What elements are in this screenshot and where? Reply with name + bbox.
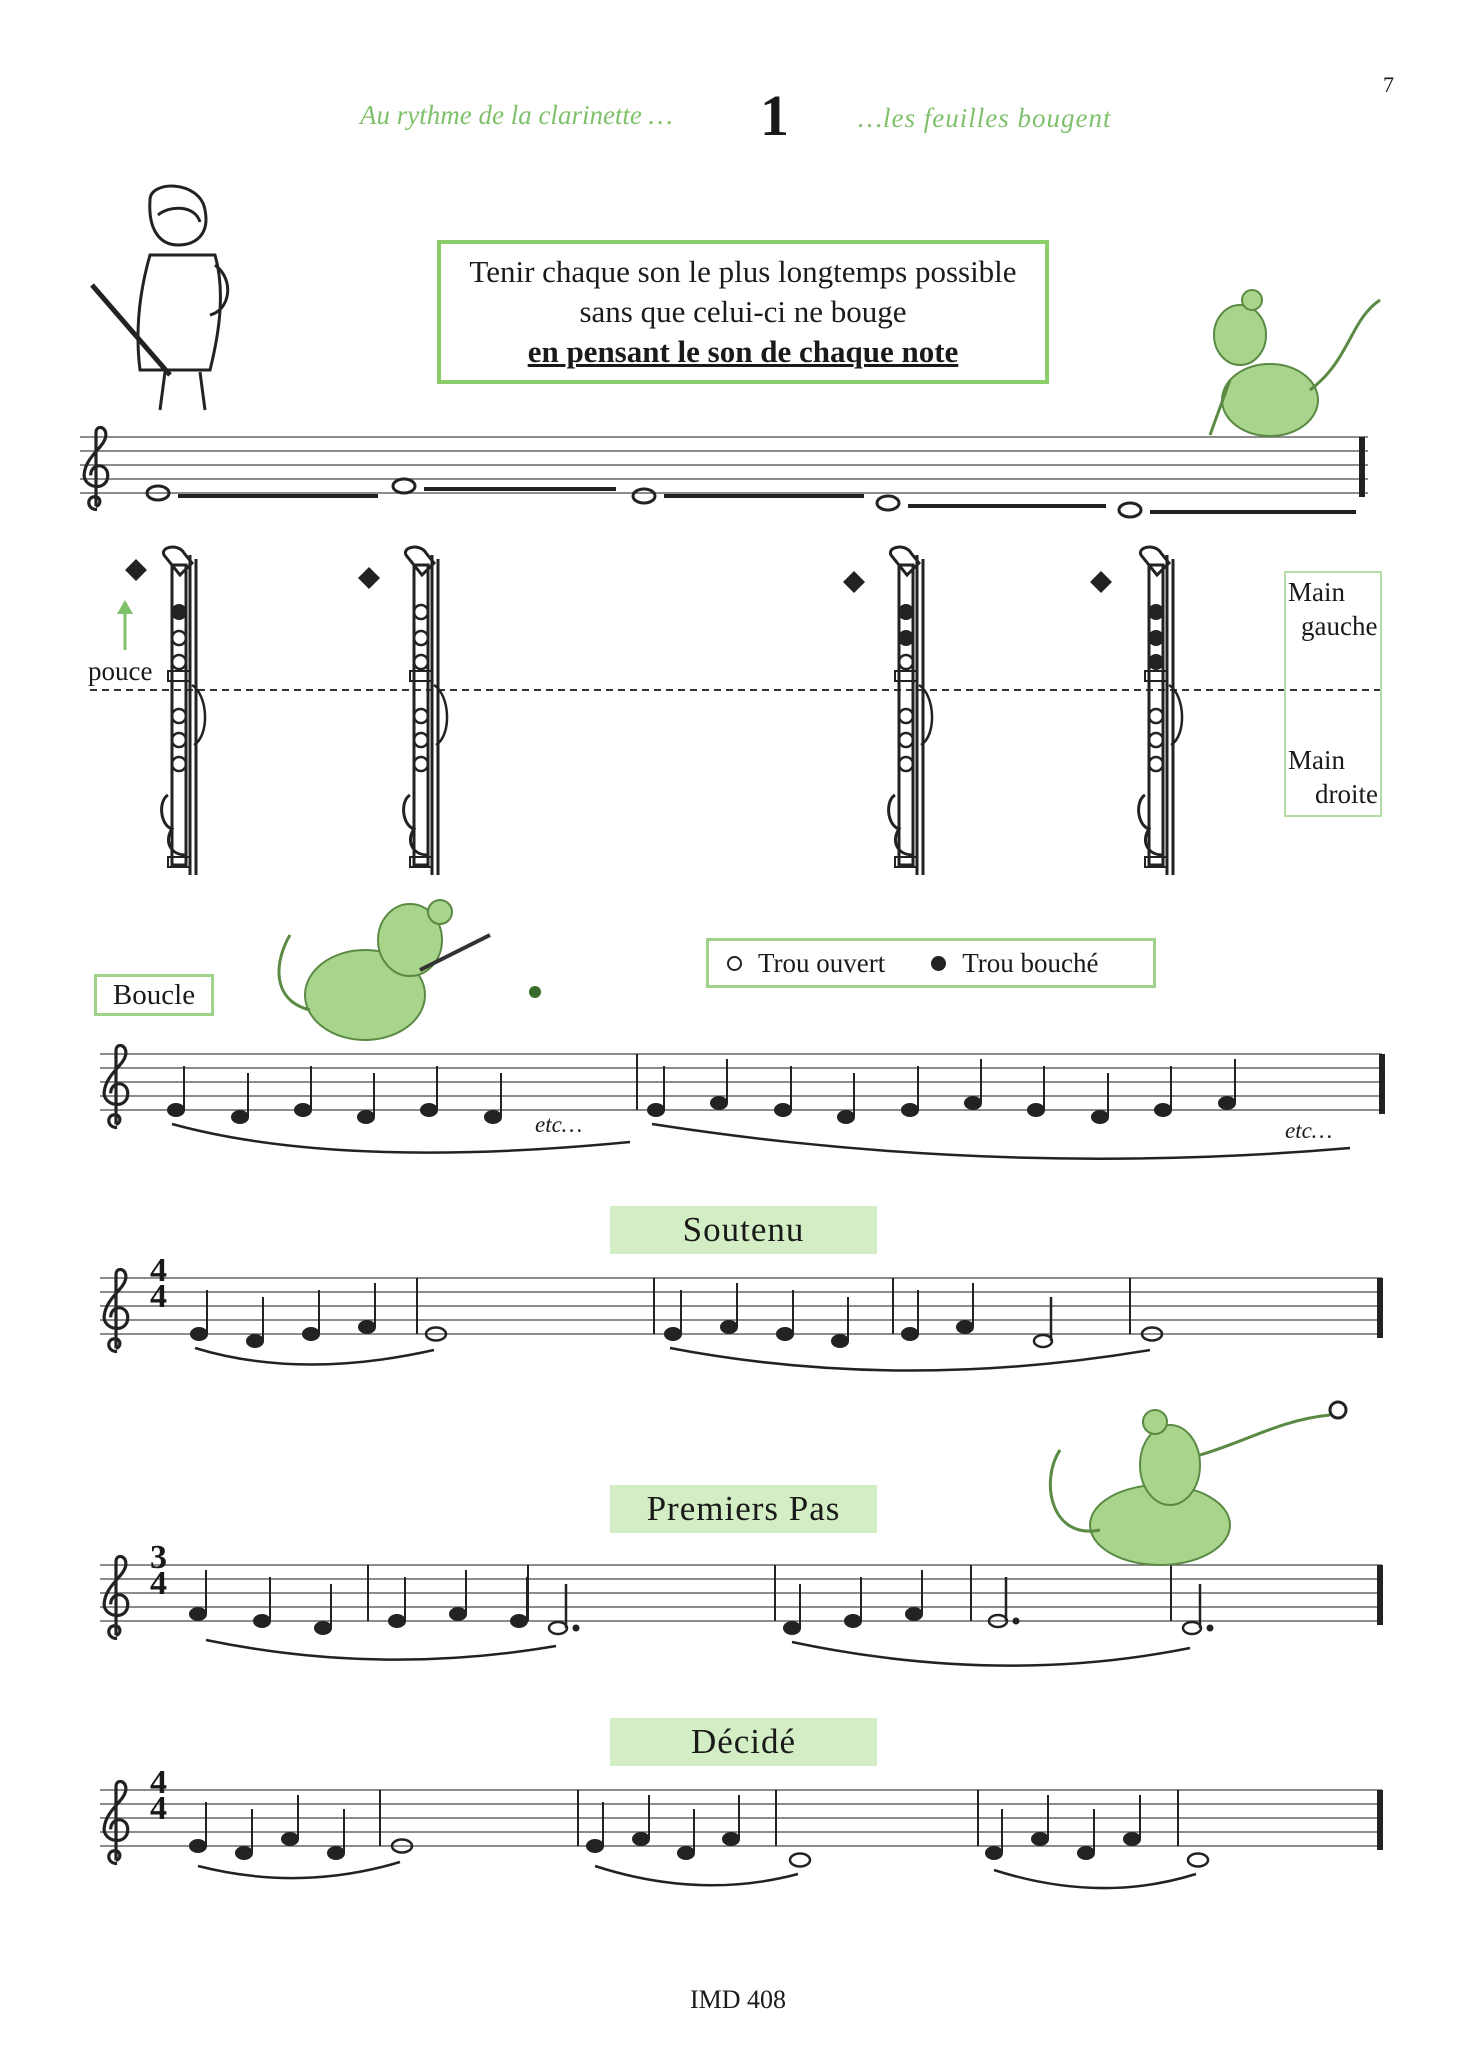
hole-legend bbox=[706, 938, 1156, 988]
time-signature-soutenu: 4 4 bbox=[150, 1252, 167, 1315]
chapter-number: 1 bbox=[760, 83, 789, 148]
clarinet-fingering-2 bbox=[358, 547, 447, 875]
header-right-text: …les feuilles bougent bbox=[858, 103, 1112, 133]
staff-soutenu bbox=[100, 1269, 1382, 1370]
section-title-soutenu: Soutenu bbox=[610, 1206, 877, 1254]
time-signature-premiers-pas: 3 4 bbox=[150, 1539, 167, 1602]
etc-marking: etc… bbox=[1285, 1118, 1333, 1143]
whole-note bbox=[633, 489, 655, 503]
footer-code: IMD 408 bbox=[690, 1985, 787, 2014]
fingering-charts bbox=[90, 547, 1382, 875]
legend-open-hole: Trou ouvert bbox=[727, 948, 885, 979]
header-left-text: Au rythme de la clarinette … bbox=[360, 100, 673, 130]
clarinet-fingering-1 bbox=[125, 547, 205, 875]
staff-boucle bbox=[100, 1045, 1382, 1158]
left-hand-label: Main gauche bbox=[1288, 577, 1378, 641]
etc-marking: etc… bbox=[535, 1112, 583, 1137]
section-title-decide: Décidé bbox=[610, 1718, 877, 1766]
right-hand-label: Main droite bbox=[1288, 745, 1378, 809]
mouse-illustration-boucle bbox=[279, 900, 541, 1040]
open-hole-icon bbox=[727, 956, 742, 971]
staff-decide bbox=[100, 1781, 1382, 1888]
instruction-line-1: Tenir chaque son le plus longtemps possible bbox=[469, 254, 1017, 289]
instruction-line-3: en pensant le son de chaque note bbox=[527, 334, 959, 369]
whole-note bbox=[877, 496, 899, 510]
clarinet-fingering-4 bbox=[1090, 547, 1182, 875]
closed-hole-icon bbox=[931, 956, 946, 971]
legend-closed-hole: Trou bouché bbox=[931, 948, 1098, 979]
section-label-boucle: Boucle bbox=[94, 974, 214, 1016]
whole-note bbox=[393, 479, 415, 493]
instruction-line-2: sans que celui-ci ne bouge bbox=[579, 294, 907, 329]
mouse-illustration-golf bbox=[1210, 290, 1380, 436]
thumb-label: pouce bbox=[88, 656, 153, 686]
staff-long-tones bbox=[80, 427, 1368, 517]
hand-labels-box bbox=[1284, 571, 1382, 817]
section-title-premiers-pas: Premiers Pas bbox=[610, 1485, 877, 1533]
time-signature-decide: 4 4 bbox=[150, 1764, 167, 1827]
mouse-illustration-premiers-pas bbox=[1050, 1402, 1346, 1565]
clarinetist-illustration bbox=[92, 186, 228, 410]
clarinet-fingering-3 bbox=[843, 547, 932, 875]
whole-note bbox=[1119, 503, 1141, 517]
page-number: 7 bbox=[1383, 72, 1394, 97]
staff-premiers-pas bbox=[100, 1556, 1382, 1665]
